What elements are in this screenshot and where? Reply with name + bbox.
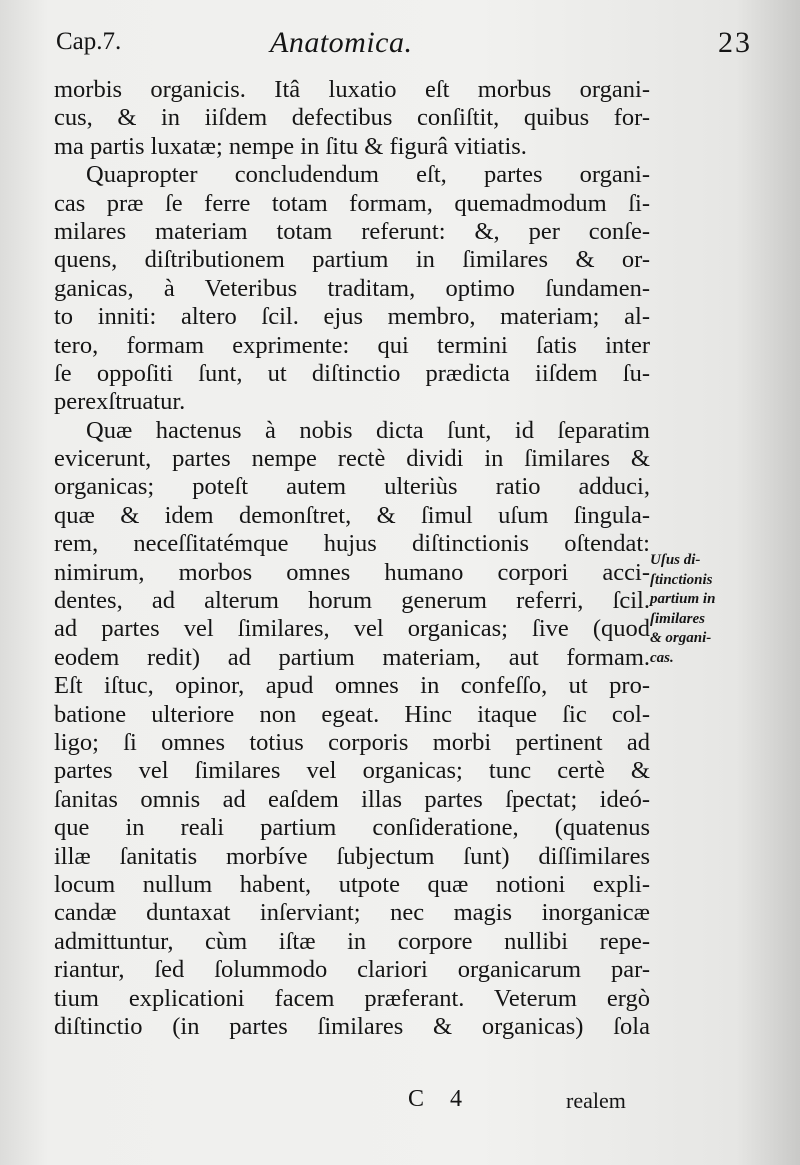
text-line: quens, diſtributionem partium in ſimilares & or- bbox=[54, 246, 650, 274]
marginal-note-line: Uſus di- bbox=[650, 552, 701, 568]
text-line: candæ duntaxat inſerviant; nec magis inorganicæ bbox=[54, 899, 650, 927]
text-line: morbis organicis. Itâ luxatio eſt morbus organi- bbox=[54, 76, 650, 103]
marginal-note-line: cas. bbox=[650, 649, 674, 666]
text-line: rem, neceſſitatémque hujus diſtinctionis oſtendat: bbox=[54, 530, 650, 558]
text-line: tium explicationi facem præferant. Veterum ergò bbox=[54, 984, 650, 1012]
page-number: 23 bbox=[718, 26, 752, 59]
text-line: milares materiam totam referunt: &, per conſe- bbox=[54, 217, 650, 245]
text-line: organicas; poteſt autem ulteriùs ratio adduci, bbox=[54, 473, 650, 501]
marginal-note-line: partium in bbox=[650, 591, 716, 607]
text-line: Quapropter concludendum eſt, partes organi- bbox=[86, 161, 650, 189]
text-line: batione ulteriore non egeat. Hinc itaque ſic col- bbox=[54, 700, 650, 728]
marginal-note-line: & organi- bbox=[650, 630, 712, 646]
marginal-note-line: ſtinctionis bbox=[650, 571, 713, 588]
running-title: Anatomica. bbox=[270, 26, 413, 59]
body-text bbox=[54, 76, 650, 1041]
text-line: admittuntur, cùm iſtæ in corpore nullibi repe- bbox=[54, 927, 650, 955]
text-line: locum nullum habent, utpote quæ notioni expli- bbox=[54, 870, 650, 898]
text-line: cus, & in iiſdem defectibus conſiſtit, quibus for- bbox=[54, 104, 650, 132]
text-line: illæ ſanitatis morbíve ſubjectum ſunt) diſſimilares bbox=[54, 842, 650, 870]
text-line: nimirum, morbos omnes humano corpori acci- bbox=[54, 558, 650, 586]
text-line: ſanitas omnis ad eaſdem illas partes ſpectat; ideó- bbox=[54, 785, 650, 813]
text-line: to inniti: altero ſcil. ejus membro, materiam; al- bbox=[54, 303, 650, 331]
marginal-note-line: ſimilares bbox=[650, 610, 705, 627]
text-line: ad partes vel ſimilares, vel organicas; ſive (quod bbox=[54, 615, 650, 643]
text-line: evicerunt, partes nempe rectè dividi in ſimilares & bbox=[54, 445, 650, 473]
text-line: Eſt iſtuc, opinor, apud omnes in confeſſo, ut pro- bbox=[54, 672, 650, 700]
text-line: quæ & idem demonſtret, & ſimul uſum ſingula- bbox=[54, 501, 650, 529]
running-header bbox=[52, 24, 752, 68]
text-line: partes vel ſimilares vel organicas; tunc certè & bbox=[54, 757, 650, 785]
text-line: tero, formam exprimente: qui termini ſatis inter bbox=[54, 331, 650, 359]
signature-mark: C 4 bbox=[408, 1086, 473, 1112]
chapter-label: Cap.7. bbox=[56, 28, 122, 55]
text-line: eodem redit) ad partium materiam, aut formam. bbox=[54, 643, 650, 671]
text-line: ſe oppoſiti ſunt, ut diſtinctio prædicta iiſdem ſu- bbox=[54, 359, 650, 387]
text-line: que in reali partium conſideratione, (quatenus bbox=[54, 814, 650, 842]
text-line: ligo; ſi omnes totius corporis morbi pertinent ad bbox=[54, 728, 650, 756]
text-line: dentes, ad alterum horum generum referri, ſcil. bbox=[54, 587, 650, 615]
catchword: realem bbox=[566, 1088, 626, 1113]
text-line: perexſtruatur. bbox=[54, 388, 186, 416]
text-line: diſtinctio (in partes ſimilares & organicas) ſola bbox=[54, 1012, 650, 1040]
text-line: Quæ hactenus à nobis dicta ſunt, id ſeparatim bbox=[86, 416, 650, 444]
text-line: ma partis luxatæ; nempe in ſitu & figurâ vitiatis. bbox=[54, 132, 527, 160]
text-line: ganicas, à Veteribus traditam, optimo ſundamen- bbox=[54, 274, 650, 302]
text-line: riantur, ſed ſolummodo clariori organicarum par- bbox=[54, 956, 650, 984]
marginal-note bbox=[650, 551, 760, 668]
text-line: cas præ ſe ferre totam formam, quemadmodum ſi- bbox=[54, 189, 650, 217]
